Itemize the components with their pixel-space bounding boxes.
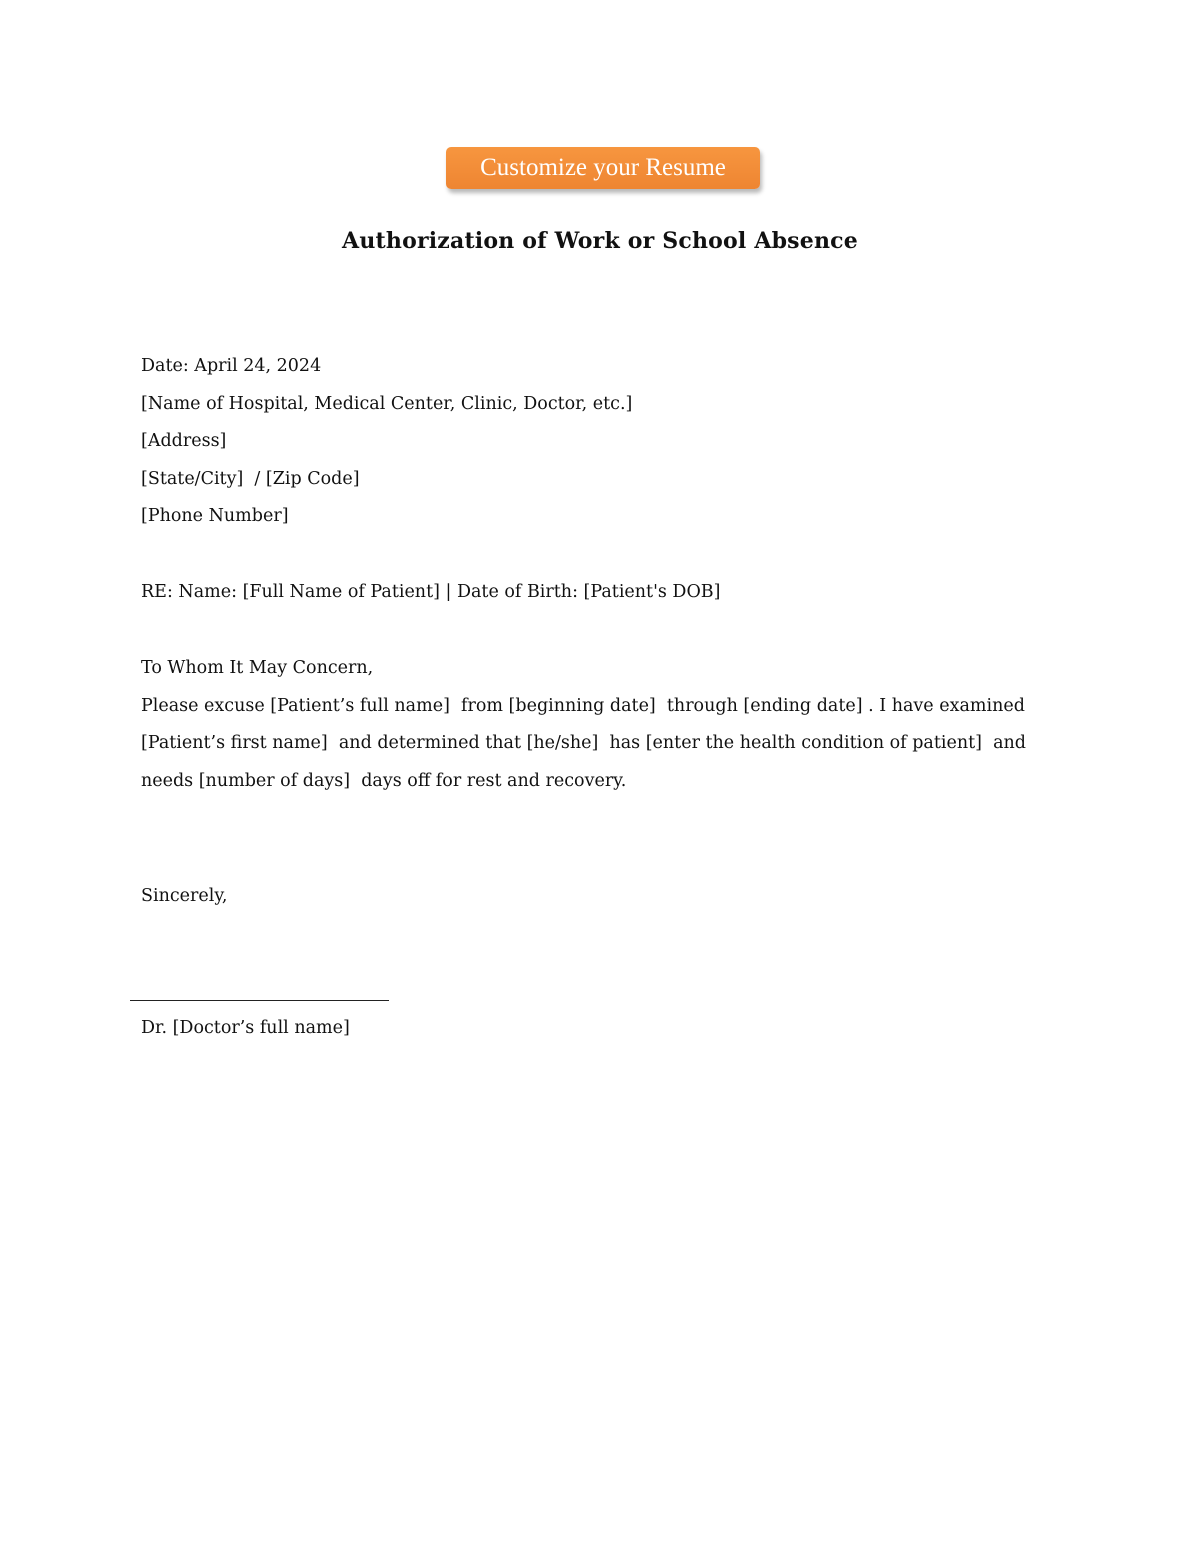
address-line: [Address] [141,431,227,451]
signature-line [130,1000,389,1001]
cta-container [0,147,1200,189]
document-title: Authorization of Work or School Absence [342,228,858,254]
re-line: RE: Name: [Full Name of Patient] | Date of Birth: [Patient's DOB] [141,582,721,602]
provider-line: [Name of Hospital, Medical Center, Clinic, Doctor, etc.] [141,393,633,414]
customize-resume-button[interactable]: Customize your Resume [446,147,760,189]
letter-line-2: [Patient’s first name] and determined that [he/she] has [enter the health condition of patient] and [141,733,1027,753]
letter-line-3: needs [number of days] days off for rest and recovery. [141,770,627,791]
state-zip-line: [State/City] / [Zip Code] [141,468,360,489]
closing: Sincerely, [141,886,228,906]
salutation: To Whom It May Concern, [141,658,374,678]
letter-line-1: Please excuse [Patient’s full name] from [beginning date] through [ending date] . I have examined [141,695,1025,716]
doctor-signature-name: Dr. [Doctor’s full name] [141,1018,350,1038]
date-line: Date: April 24, 2024 [141,356,322,376]
letter-body [141,650,1071,800]
address-block [141,348,1071,536]
phone-line: [Phone Number] [141,506,289,526]
